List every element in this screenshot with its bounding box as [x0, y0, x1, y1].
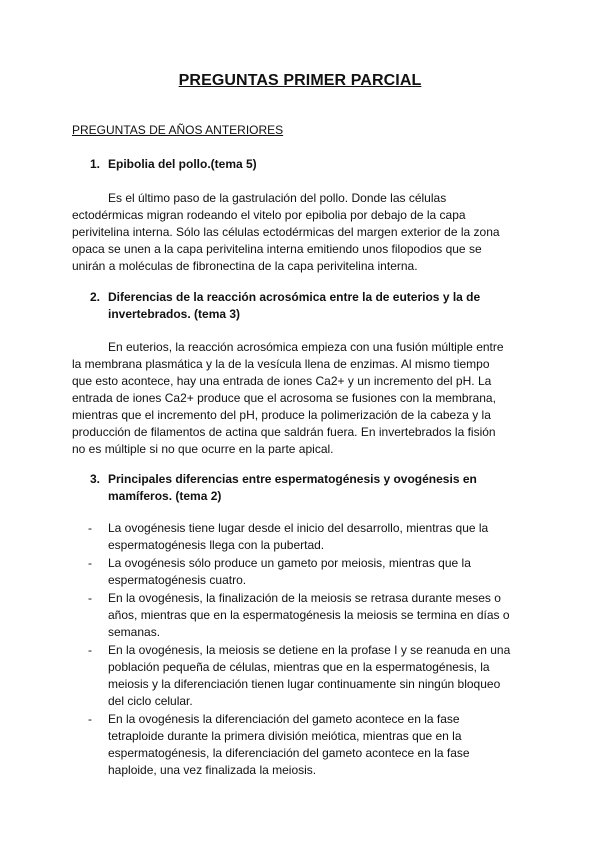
question-1-number: 1. [90, 157, 101, 171]
list-item [88, 520, 518, 554]
question-3-answer-list [88, 520, 518, 780]
question-2-answer: En euterios, la reacción acrosómica empieza con una fusión múltiple entre la membrana plasmática y la de la vesícula llena de enzimas. Al mismo tiempo que esto acontece, hay una entrada de iones Ca2+ y un incremento del pH. La entrada de iones Ca2+ produce que el acrosoma se fusiones con la membrana, mientras que el incremento del pH, produce la polimerización de la cabeza y la producción de filamentos de actina que saldrán fuera. En invertebrados la fisión no es múltiple si no que ocurre en la parte apical. [72, 340, 504, 456]
list-item-text: La ovogénesis tiene lugar desde el inicio del desarrollo, mientras que la espermatogénesis llega con la pubertad. [108, 521, 489, 552]
question-2-number: 2. [90, 290, 101, 304]
question-2-heading [90, 289, 510, 323]
list-item-text: En la ovogénesis la diferenciación del gameto acontece en la fase tetraploide durante la primera división meiótica, mientras que en la espermatogénesis, la diferenciación del gameto acontece en la fase haploide, una vez finalizada la meiosis. [108, 712, 470, 777]
bullet-dash: - [88, 712, 92, 726]
list-item [88, 590, 518, 641]
list-item [88, 711, 518, 779]
list-item-text: En la ovogénesis, la meiosis se detiene en la profase I y se reanuda en una población pequeña de células, mientras que en la espermatogénesis, la meiosis y la diferenciación tienen lugar continuamente sin ningún bloqueo del ciclo celular. [108, 643, 511, 708]
question-3-heading-text: Principales diferencias entre espermatogénesis y ovogénesis en mamíferos. (tema 2) [108, 472, 477, 503]
question-1-answer: Es el último paso de la gastrulación del pollo. Donde las células ectodérmicas migran rodeando el vitelo por epibolia por debajo de la capa perivitelina interna. Sólo las células ectodérmicas del margen exterior de la zona opaca se unen a la capa perivitelina interna emitiendo unos filopodios que se unirán a moléculas de fibronectina de la capa perivitelina interna. [72, 191, 500, 273]
list-item [88, 555, 518, 589]
question-1-heading-text: Epibolia del pollo.(tema 5) [108, 157, 257, 171]
bullet-dash: - [88, 643, 92, 657]
bullet-dash: - [88, 521, 92, 535]
section-subtitle: PREGUNTAS DE AÑOS ANTERIORES [72, 123, 284, 137]
question-2-heading-text: Diferencias de la reacción acrosómica entre la de euterios y la de invertebrados. (tema 3) [108, 290, 481, 321]
question-3-number: 3. [90, 472, 101, 486]
list-item-text: En la ovogénesis, la finalización de la meiosis se retrasa durante meses o años, mientras que en la espermatogénesis la meiosis se termina en días o semanas. [108, 591, 510, 639]
list-item-text: La ovogénesis sólo produce un gameto por meiosis, mientras que la espermatogénesis cuatro. [108, 556, 471, 587]
bullet-dash: - [88, 556, 92, 570]
question-3-heading [90, 471, 510, 505]
page-title: PREGUNTAS PRIMER PARCIAL [178, 72, 422, 89]
bullet-dash: - [88, 591, 92, 605]
list-item [88, 642, 518, 710]
question-1-heading [90, 156, 510, 173]
